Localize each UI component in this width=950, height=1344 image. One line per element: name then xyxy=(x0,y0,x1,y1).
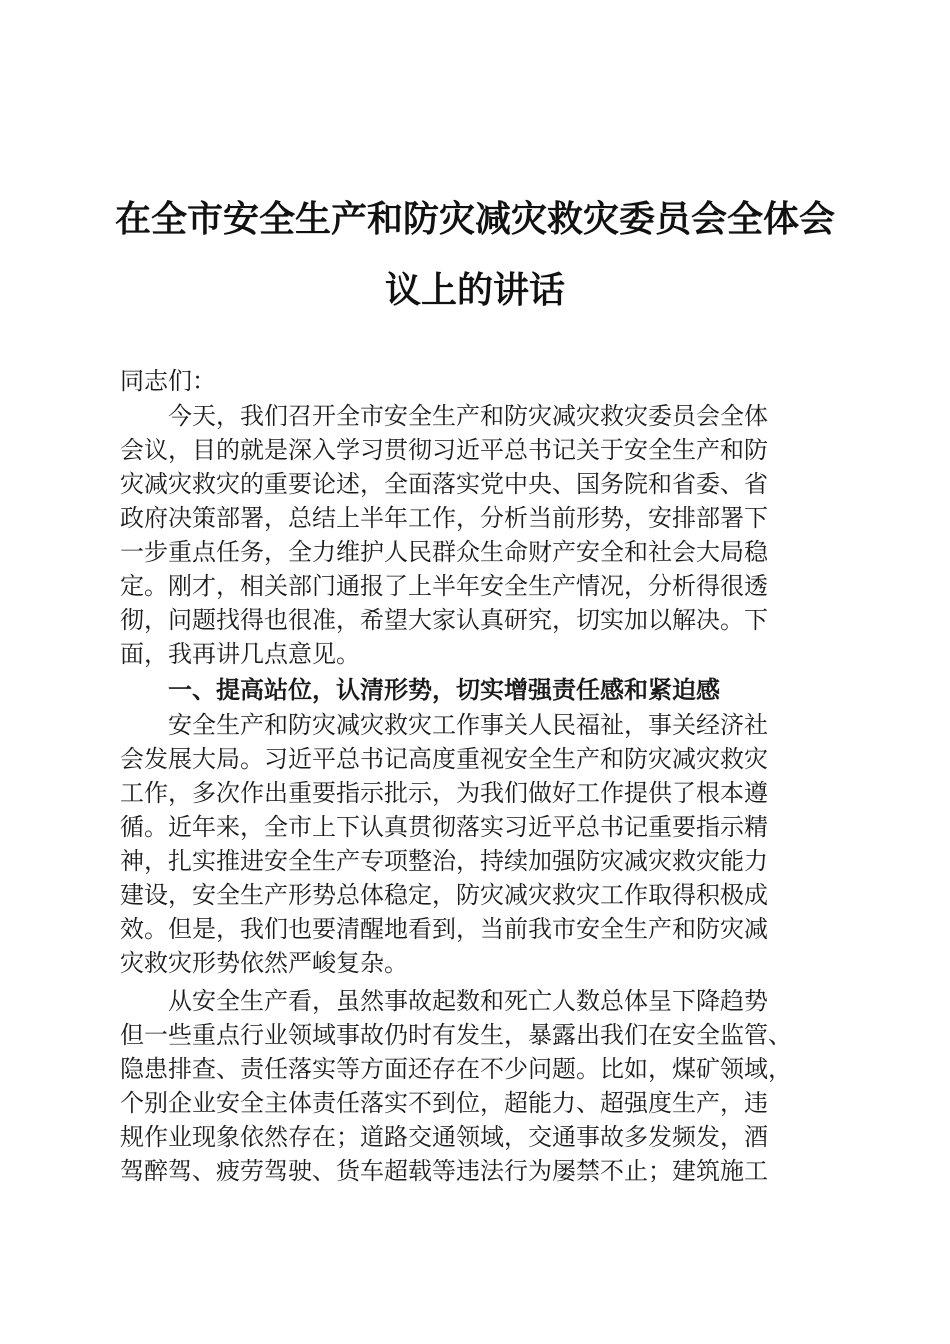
salutation: 同志们： xyxy=(120,367,216,395)
paragraph-line: 今天，我们召开全市安全生产和防灾减灾救灾委员会全体 xyxy=(168,402,768,430)
paragraph-line: 隐患排查、责任落实等方面还存在不少问题。比如，煤矿领域， xyxy=(120,1055,792,1083)
document-title-line-2: 议上的讲话 xyxy=(384,269,565,311)
paragraph-line: 个别企业安全主体责任落实不到位，超能力、超强度生产，违 xyxy=(120,1089,768,1117)
paragraph-line: 一步重点任务，全力维护人民群众生命财产安全和社会大局稳 xyxy=(120,538,768,566)
paragraph-line: 面，我再讲几点意见。 xyxy=(120,640,360,668)
paragraph-line: 但一些重点行业领域事故仍时有发生，暴露出我们在安全监管、 xyxy=(120,1021,792,1049)
paragraph-line: 定。刚才，相关部门通报了上半年安全生产情况，分析得很透 xyxy=(120,572,768,600)
paragraph-line: 灾减灾救灾的重要论述，全面落实党中央、国务院和省委、省 xyxy=(120,470,768,498)
paragraph-line: 循。近年来，全市上下认真贯彻落实习近平总书记重要指示精 xyxy=(120,813,768,841)
section-heading: 一、提高站位，认清形势，切实增强责任感和紧迫感 xyxy=(168,676,720,704)
paragraph-line: 会发展大局。习近平总书记高度重视安全生产和防灾减灾救灾 xyxy=(120,745,768,773)
paragraph-line: 建设，安全生产形势总体稳定，防灾减灾救灾工作取得积极成 xyxy=(120,881,768,909)
paragraph-line: 安全生产和防灾减灾救灾工作事关人民福祉，事关经济社 xyxy=(168,711,768,739)
paragraph-line: 政府决策部署，总结上半年工作，分析当前形势，安排部署下 xyxy=(120,504,768,532)
paragraph-line: 驾醉驾、疲劳驾驶、货车超载等违法行为屡禁不止；建筑施工 xyxy=(120,1157,768,1185)
paragraph-line: 灾救灾形势依然严峻复杂。 xyxy=(120,949,408,977)
paragraph-line: 从安全生产看，虽然事故起数和死亡人数总体呈下降趋势 xyxy=(168,987,768,1015)
paragraph-line: 工作，多次作出重要指示批示，为我们做好工作提供了根本遵 xyxy=(120,779,768,807)
paragraph-line: 彻，问题找得也很准，希望大家认真研究，切实加以解决。下 xyxy=(120,606,768,634)
document-title-line-1: 在全市安全生产和防灾减灾救灾委员会全体会 xyxy=(114,198,835,240)
paragraph-line: 神，扎实推进安全生产专项整治，持续加强防灾减灾救灾能力 xyxy=(120,847,768,875)
paragraph-line: 效。但是，我们也要清醒地看到，当前我市安全生产和防灾减 xyxy=(120,915,768,943)
paragraph-line: 会议，目的就是深入学习贯彻习近平总书记关于安全生产和防 xyxy=(120,436,768,464)
paragraph-line: 规作业现象依然存在；道路交通领域，交通事故多发频发，酒 xyxy=(120,1123,768,1151)
